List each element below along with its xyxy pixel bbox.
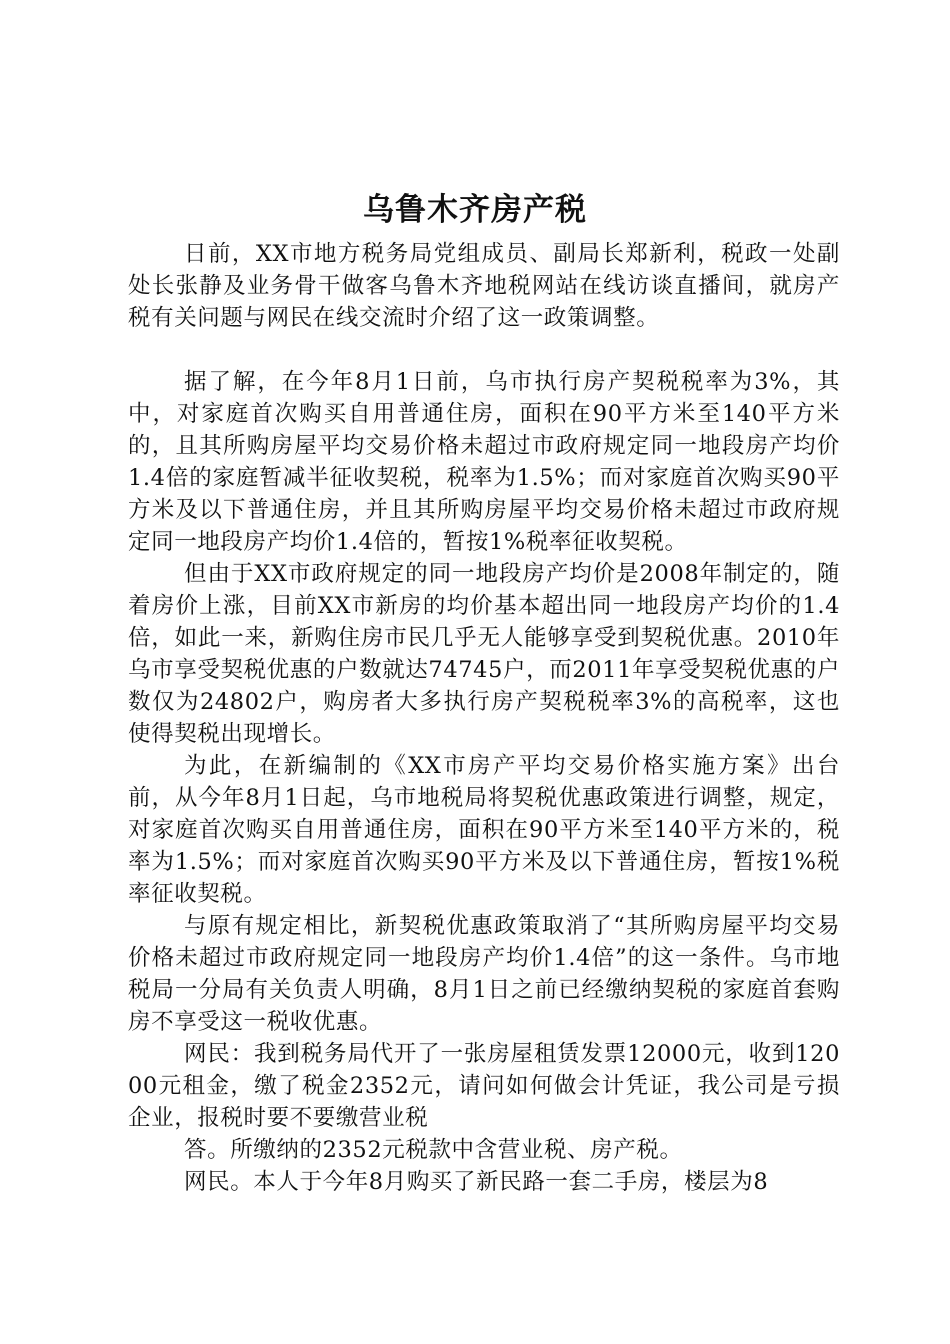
paragraph-price-issue: 但由于XX市政府规定的同一地段房产均价是2008年制定的，随着房价上涨，目前XX市新房的均价基本超出同一地段房产均价的1.4倍，如此一来，新购住房市民几乎无人能够享受到契税优惠。2010年乌市享受契税优惠的户数就达74745户，而2011年享受契税优惠的户数仅为24802户，购房者大多执行房产契税税率3%的高税率，这也使得契税出现增长。 bbox=[128, 561, 840, 747]
document-body bbox=[128, 238, 840, 1198]
paragraph-policy-adjustment: 为此，在新编制的《XX市房产平均交易价格实施方案》出台前，从今年8月1日起，乌市地税局将契税优惠政策进行调整，规定，对家庭首次购买自用普通住房，面积在90平方米至140平方米的，税率为1.5%；而对家庭首次购买90平方米及以下普通住房，暂按1%税率征收契税。 bbox=[128, 753, 840, 907]
document-title: 乌鲁木齐房产税 bbox=[363, 192, 587, 228]
paragraph-question-rental: 网民：我到税务局代开了一张房屋租赁发票12000元，收到12000元租金，缴了税金2352元，请问如何做会计凭证，我公司是亏损企业，报税时要不要缴营业税 bbox=[128, 1041, 840, 1131]
paragraph-answer-rental: 答。所缴纳的2352元税款中含营业税、房产税。 bbox=[184, 1137, 683, 1163]
paragraph-background: 据了解，在今年8月1日前，乌市执行房产契税税率为3%，其中，对家庭首次购买自用普通住房，面积在90平方米至140平方米的，且其所购房屋平均交易价格未超过市政府规定同一地段房产均价1.4倍的家庭暂减半征收契税，税率为1.5%；而对家庭首次购买90平方米及以下普通住房，并且其所购房屋平均交易价格未超过市政府规定同一地段房产均价1.4倍的，暂按1%税率征收契税。 bbox=[128, 369, 840, 555]
paragraph-comparison: 与原有规定相比，新契税优惠政策取消了“其所购房屋平均交易价格未超过市政府规定同一地段房产均价1.4倍”的这一条件。乌市地税局一分局有关负责人明确，8月1日之前已经缴纳契税的家庭首套购房不享受这一税收优惠。 bbox=[128, 913, 840, 1035]
paragraph-intro: 日前，XX市地方税务局党组成员、副局长郑新利，税政一处副处长张静及业务骨干做客乌鲁木齐地税网站在线访谈直播间，就房产税有关问题与网民在线交流时介绍了这一政策调整。 bbox=[128, 241, 840, 331]
paragraph-question-secondhand: 网民。本人于今年8月购买了新民路一套二手房，楼层为8 bbox=[184, 1169, 769, 1195]
paragraph-spacer bbox=[128, 334, 840, 366]
